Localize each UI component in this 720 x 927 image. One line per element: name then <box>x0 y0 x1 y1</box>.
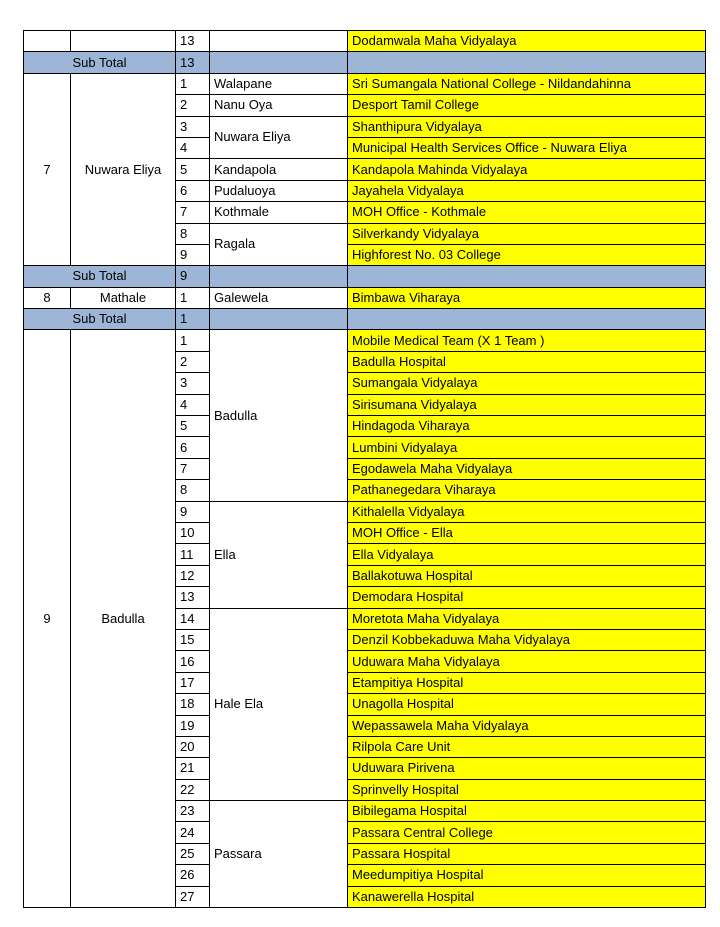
location-name: Passara Central College <box>348 822 706 843</box>
location-name: Etampitiya Hospital <box>348 672 706 693</box>
row-number: 24 <box>176 822 210 843</box>
row-number: 3 <box>176 373 210 394</box>
location-name: Sprinvelly Hospital <box>348 779 706 800</box>
location-name: Ballakotuwa Hospital <box>348 565 706 586</box>
row-number: 25 <box>176 843 210 864</box>
row-number: 3 <box>176 116 210 137</box>
row-number: 17 <box>176 672 210 693</box>
area-name: Kandapola <box>210 159 348 180</box>
location-name: MOH Office - Kothmale <box>348 202 706 223</box>
row-number: 1 <box>176 330 210 351</box>
row-number: 16 <box>176 651 210 672</box>
subtotal-value: 1 <box>176 309 210 330</box>
row-number: 1 <box>176 287 210 308</box>
area-name: Passara <box>210 801 348 908</box>
row-number: 11 <box>176 544 210 565</box>
location-name: Uduwara Pirivena <box>348 758 706 779</box>
location-name: Moretota Maha Vidyalaya <box>348 608 706 629</box>
subtotal-label: Sub Total <box>24 309 176 330</box>
table-row <box>24 31 706 52</box>
area-name: Pudaluoya <box>210 180 348 201</box>
location-name: Bibilegama Hospital <box>348 801 706 822</box>
row-number: 7 <box>176 458 210 479</box>
subtotal-label: Sub Total <box>24 266 176 287</box>
row-number: 9 <box>176 244 210 265</box>
location-name: Kanawerella Hospital <box>348 886 706 907</box>
location-name: Sri Sumangala National College - Nildandahinna <box>348 73 706 94</box>
row-number: 26 <box>176 865 210 886</box>
location-name: Rilpola Care Unit <box>348 736 706 757</box>
location-name: Lumbini Vidyalaya <box>348 437 706 458</box>
district-number: 8 <box>24 287 71 308</box>
location-name: Passara Hospital <box>348 843 706 864</box>
location-name: Egodawela Maha Vidyalaya <box>348 458 706 479</box>
district-name: Mathale <box>71 287 176 308</box>
location-name: Meedumpitiya Hospital <box>348 865 706 886</box>
location-name: Hindagoda Viharaya <box>348 416 706 437</box>
location-name: Sirisumana Vidyalaya <box>348 394 706 415</box>
row-number: 15 <box>176 629 210 650</box>
subtotal-row <box>24 52 706 73</box>
row-number: 27 <box>176 886 210 907</box>
location-name: Denzil Kobbekaduwa Maha Vidyalaya <box>348 629 706 650</box>
subtotal-value: 13 <box>176 52 210 73</box>
area-name: Ragala <box>210 223 348 266</box>
row-number: 6 <box>176 180 210 201</box>
location-name: MOH Office - Ella <box>348 522 706 543</box>
location-name: Shanthipura Vidyalaya <box>348 116 706 137</box>
subtotal-row <box>24 266 706 287</box>
area-name: Nanu Oya <box>210 95 348 116</box>
location-name: Dodamwala Maha Vidyalaya <box>348 31 706 52</box>
location-name: Demodara Hospital <box>348 587 706 608</box>
area-name: Hale Ela <box>210 608 348 801</box>
location-name: Kithalella Vidyalaya <box>348 501 706 522</box>
location-name: Bimbawa Viharaya <box>348 287 706 308</box>
area-name: Walapane <box>210 73 348 94</box>
row-number: 18 <box>176 694 210 715</box>
location-name: Wepassawela Maha Vidyalaya <box>348 715 706 736</box>
row-number: 13 <box>176 587 210 608</box>
district-number: 7 <box>24 73 71 266</box>
area-name: Kothmale <box>210 202 348 223</box>
table-row <box>24 73 706 94</box>
row-number: 21 <box>176 758 210 779</box>
row-number: 4 <box>176 394 210 415</box>
location-name: Unagolla Hospital <box>348 694 706 715</box>
row-number: 19 <box>176 715 210 736</box>
table-row <box>24 330 706 351</box>
location-name: Badulla Hospital <box>348 351 706 372</box>
location-name: Kandapola Mahinda Vidyalaya <box>348 159 706 180</box>
row-number: 6 <box>176 437 210 458</box>
area-name: Galewela <box>210 287 348 308</box>
row-number: 23 <box>176 801 210 822</box>
row-number: 8 <box>176 480 210 501</box>
row-number: 9 <box>176 501 210 522</box>
district-number: 9 <box>24 330 71 908</box>
row-number: 4 <box>176 137 210 158</box>
location-name: Jayahela Vidyalaya <box>348 180 706 201</box>
row-number: 2 <box>176 95 210 116</box>
subtotal-value: 9 <box>176 266 210 287</box>
location-name: Uduwara Maha Vidyalaya <box>348 651 706 672</box>
location-name: Municipal Health Services Office - Nuwara Eliya <box>348 137 706 158</box>
location-name: Mobile Medical Team (X 1 Team ) <box>348 330 706 351</box>
district-name: Nuwara Eliya <box>71 73 176 266</box>
row-number: 2 <box>176 351 210 372</box>
row-number: 14 <box>176 608 210 629</box>
location-name: Pathanegedara Viharaya <box>348 480 706 501</box>
row-number: 7 <box>176 202 210 223</box>
location-name: Sumangala Vidyalaya <box>348 373 706 394</box>
row-number: 5 <box>176 416 210 437</box>
location-name: Desport Tamil College <box>348 95 706 116</box>
row-number: 22 <box>176 779 210 800</box>
area-name: Badulla <box>210 330 348 501</box>
table-row <box>24 287 706 308</box>
row-number: 12 <box>176 565 210 586</box>
location-name: Highforest No. 03 College <box>348 244 706 265</box>
row-number: 8 <box>176 223 210 244</box>
row-number: 13 <box>176 31 210 52</box>
location-name: Silverkandy Vidyalaya <box>348 223 706 244</box>
row-number: 20 <box>176 736 210 757</box>
row-number: 10 <box>176 522 210 543</box>
subtotal-label: Sub Total <box>24 52 176 73</box>
subtotal-row <box>24 309 706 330</box>
row-number: 5 <box>176 159 210 180</box>
row-number: 1 <box>176 73 210 94</box>
area-name: Ella <box>210 501 348 608</box>
location-name: Ella Vidyalaya <box>348 544 706 565</box>
area-name: Nuwara Eliya <box>210 116 348 159</box>
distribution-table <box>23 30 706 908</box>
district-name: Badulla <box>71 330 176 908</box>
